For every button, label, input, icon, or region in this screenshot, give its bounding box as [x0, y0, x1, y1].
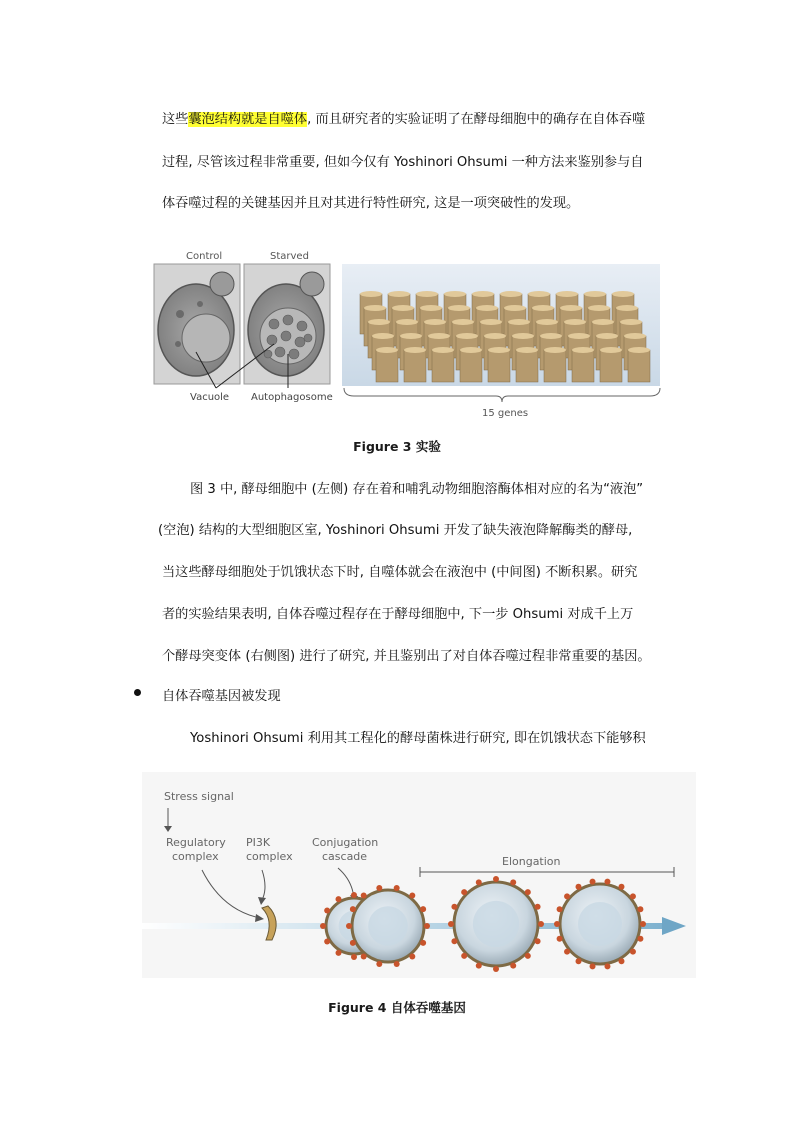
paragraph-2-line-1: 图 3 中, 酵母细胞中 (左侧) 存在着和哺乳动物细胞溶酶体相对应的名为“液泡”: [190, 482, 644, 497]
well-top: [388, 291, 410, 297]
well-top: [392, 305, 414, 311]
protein-dot: [619, 958, 625, 964]
well-top: [472, 291, 494, 297]
protein-dot: [394, 961, 400, 967]
well-top: [536, 319, 558, 325]
protein-dot: [493, 876, 499, 882]
label-elongation: Elongation: [502, 855, 561, 868]
protein-dot: [346, 923, 352, 929]
well-top: [368, 319, 390, 325]
well-top: [572, 347, 594, 353]
well-top: [488, 347, 510, 353]
protein-dot: [324, 939, 330, 945]
well-top: [592, 319, 614, 325]
protein-dot: [554, 921, 560, 927]
well-top: [624, 333, 646, 339]
well-top: [556, 291, 578, 297]
well-top: [480, 319, 502, 325]
protein-dot: [535, 938, 541, 944]
well-top: [448, 305, 470, 311]
protein-dot: [451, 938, 457, 944]
well: [516, 350, 538, 382]
paragraph-2-line-5: 个酵母突变体 (右侧图) 进行了研究, 并且鉴别出了对自体吞噬过程非常重要的基因。: [162, 649, 651, 664]
paragraph-1-line-3: 体吞噬过程的关键基因并且对其进行特性研究, 这是一项突破性的发现。: [162, 196, 580, 211]
well-top: [360, 291, 382, 297]
figure-3-image: [150, 244, 664, 422]
well-top: [596, 333, 618, 339]
well-top: [452, 319, 474, 325]
paragraph-2-line-4: 者的实验结果表明, 自体吞噬过程存在于酵母细胞中, 下一步 Ohsumi 对成千上万: [162, 607, 634, 622]
label-regulatory-1: Regulatory: [166, 836, 226, 849]
protein-dot: [564, 893, 570, 899]
paragraph-3-line-1: Yoshinori Ohsumi 利用其工程化的酵母菌株进行研究, 即在饥饿状态下能够积: [190, 731, 646, 746]
protein-dot: [376, 961, 382, 967]
protein-dot: [576, 958, 582, 964]
protein-dot: [630, 893, 636, 899]
well-top: [564, 319, 586, 325]
well: [376, 350, 398, 382]
well-top: [404, 347, 426, 353]
well-top: [428, 333, 450, 339]
paragraph-2-line-2: (空泡) 结构的大型细胞区室, Yoshinori Ohsumi 开发了缺失液泡降解酶类的酵母,: [158, 523, 633, 538]
well-top: [444, 291, 466, 297]
label-regulatory-2: complex: [172, 850, 219, 863]
protein-dot: [351, 954, 357, 960]
protein-dot: [493, 966, 499, 972]
well-top: [628, 347, 650, 353]
well: [628, 350, 650, 382]
label-vacuole: Vacuole: [190, 392, 230, 403]
well-top: [512, 333, 534, 339]
well-top: [616, 305, 638, 311]
label-conjugation-1: Conjugation: [312, 836, 379, 849]
label-conjugation-2: cascade: [322, 850, 368, 863]
phagophore-cargo: [368, 906, 408, 946]
protein-dot: [557, 936, 563, 942]
protein-dot: [557, 906, 563, 912]
well-top: [460, 347, 482, 353]
protein-dot: [361, 953, 367, 959]
protein-dot: [420, 940, 426, 946]
well-top: [424, 319, 446, 325]
protein-dot: [476, 879, 482, 885]
well-top: [568, 333, 590, 339]
figure-4-image: [142, 772, 696, 978]
protein-dot: [538, 921, 544, 927]
paragraph-1-line-1: [162, 108, 682, 127]
label-stress-signal: Stress signal: [164, 790, 234, 803]
well-top: [476, 305, 498, 311]
well-top: [584, 291, 606, 297]
phagophore-cargo: [578, 902, 622, 946]
figure-4-caption: Figure 4 自体吞噬基因: [328, 1000, 466, 1015]
protein-dot: [637, 936, 643, 942]
well-top: [540, 333, 562, 339]
well: [544, 350, 566, 382]
well-top: [456, 333, 478, 339]
label-control: Control: [186, 251, 223, 262]
bullet-icon: [134, 689, 141, 696]
well: [600, 350, 622, 382]
well-top: [532, 305, 554, 311]
well-top: [396, 319, 418, 325]
well: [404, 350, 426, 382]
protein-dot: [336, 896, 342, 902]
label-pi3k-2: complex: [246, 850, 293, 863]
well-top: [612, 291, 634, 297]
paragraph-1-line-2: 过程, 尽管该过程非常重要, 但如今仅有 Yoshinori Ohsumi 一种方法来鉴别参与自: [162, 155, 644, 170]
well-top: [516, 347, 538, 353]
protein-dot: [361, 893, 367, 899]
protein-dot: [461, 953, 467, 959]
well-top: [588, 305, 610, 311]
protein-dot: [394, 885, 400, 891]
protein-dot: [409, 893, 415, 899]
protein-dot: [376, 885, 382, 891]
protein-dot: [640, 921, 646, 927]
protein-dot: [525, 889, 531, 895]
well-top: [376, 347, 398, 353]
protein-dot: [476, 963, 482, 969]
well-top: [504, 305, 526, 311]
protein-dot: [604, 879, 610, 885]
well: [572, 350, 594, 382]
well-top: [600, 347, 622, 353]
well-top: [560, 305, 582, 311]
protein-dot: [424, 923, 430, 929]
protein-dot: [535, 904, 541, 910]
bullet-heading: 自体吞噬基因被发现: [162, 689, 281, 704]
protein-dot: [350, 906, 356, 912]
well-top: [416, 291, 438, 297]
label-15-genes: 15 genes: [482, 408, 529, 419]
well-top: [372, 333, 394, 339]
well-top: [400, 333, 422, 339]
well-top: [528, 291, 550, 297]
protein-dot: [619, 884, 625, 890]
protein-dot: [461, 889, 467, 895]
protein-dot: [351, 892, 357, 898]
well-top: [432, 347, 454, 353]
well: [460, 350, 482, 382]
protein-dot: [590, 879, 596, 885]
figure-3-caption: Figure 3 实验: [353, 439, 441, 454]
protein-dot: [336, 950, 342, 956]
well-top: [620, 319, 642, 325]
well: [432, 350, 454, 382]
paragraph-2-line-3: 当这些酵母细胞处于饥饿状态下时, 自噬体就会在液泡中 (中间图) 不断积累。研究: [162, 565, 638, 580]
label-pi3k-1: PI3K: [246, 836, 271, 849]
protein-dot: [630, 949, 636, 955]
well-top: [484, 333, 506, 339]
protein-dot: [448, 921, 454, 927]
text-run: , 而且研究者的实验证明了在酵母细胞中的确存在自体吞噬: [307, 112, 646, 127]
well-top: [500, 291, 522, 297]
protein-dot: [420, 906, 426, 912]
protein-dot: [510, 879, 516, 885]
protein-dot: [604, 963, 610, 969]
label-starved: Starved: [270, 251, 309, 262]
protein-dot: [590, 963, 596, 969]
label-autophagosome: Autophagosome: [251, 392, 333, 403]
well: [488, 350, 510, 382]
protein-dot: [320, 923, 326, 929]
protein-dot: [409, 953, 415, 959]
phagophore-cargo: [473, 901, 519, 947]
protein-dot: [510, 963, 516, 969]
protein-dot: [576, 884, 582, 890]
protein-dot: [564, 949, 570, 955]
well-top: [420, 305, 442, 311]
well-top: [364, 305, 386, 311]
protein-dot: [451, 904, 457, 910]
well-top: [544, 347, 566, 353]
protein-dot: [324, 908, 330, 914]
text-run: 这些: [162, 112, 189, 127]
protein-dot: [637, 906, 643, 912]
protein-dot: [350, 940, 356, 946]
protein-dot: [525, 953, 531, 959]
highlighted-text: 囊泡结构就是自噬体: [188, 112, 308, 127]
well-top: [508, 319, 530, 325]
